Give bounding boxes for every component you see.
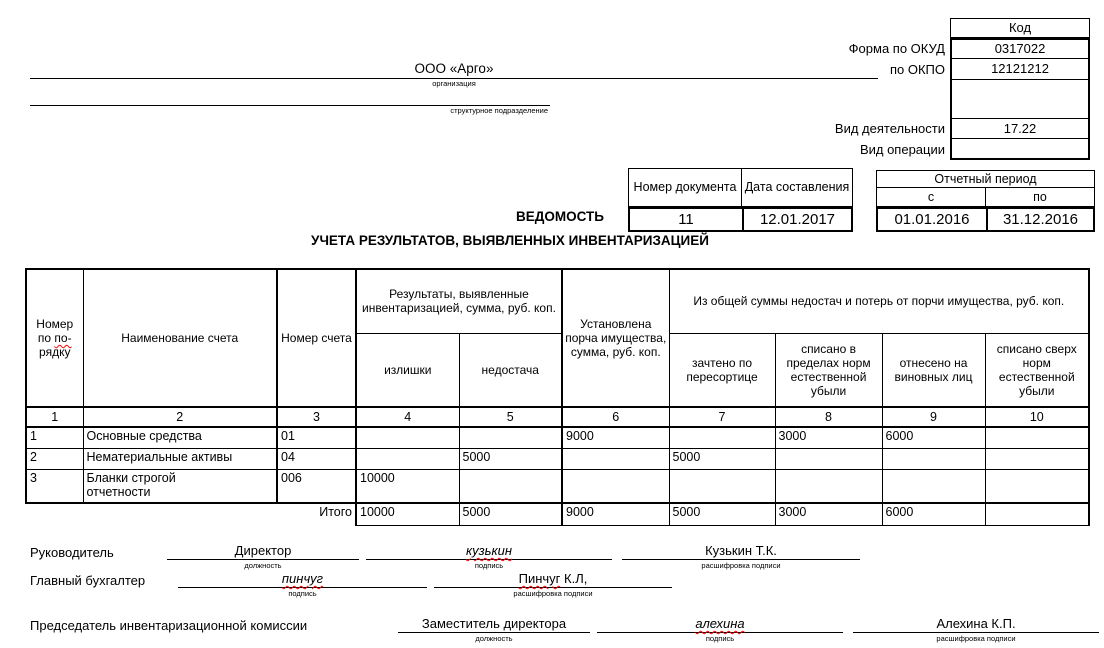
total-row [26, 503, 1089, 525]
table-row [26, 448, 1089, 469]
table-row [26, 469, 1089, 503]
accountant-sign-value: пинчуг [178, 571, 427, 588]
head-role-label: Руководитель [30, 545, 114, 560]
col-number: 9 [882, 407, 985, 427]
cell-within-norms [775, 448, 882, 469]
unit-caption: структурное подразделение [450, 106, 548, 115]
col-number: 10 [985, 407, 1089, 427]
cell-guilty [882, 469, 985, 503]
cell-damage [562, 448, 669, 469]
table-header-row-1 [26, 269, 1089, 333]
cell-guilty: 6000 [882, 427, 985, 448]
cell-name: Основные средства [83, 427, 277, 448]
cell-name: Бланки строгой отчетности [83, 469, 277, 503]
head-sign-value: кузькин [366, 543, 612, 560]
chairman-position-value: Заместитель директора [398, 616, 590, 633]
cell-name: Нематериальные активы [83, 448, 277, 469]
col-header-shortage: недостача [459, 333, 562, 407]
accountant-transcript-surname: Пинчуг [518, 571, 561, 586]
cell-guilty [882, 448, 985, 469]
col-header-account-name: Наименование счета [83, 269, 277, 407]
column-numbers-row [26, 407, 1089, 427]
period-header: Отчетный период [876, 170, 1095, 188]
total-within-norms: 3000 [775, 503, 882, 525]
document-subtitle: УЧЕТА РЕЗУЛЬТАТОВ, ВЫЯВЛЕННЫХ ИНВЕНТАРИЗАЦИЕЙ [311, 233, 709, 248]
table-row [26, 427, 1089, 448]
col-header-damage: Установлена порча имущества, сумма, руб. коп. [562, 269, 669, 407]
doc-number-value: 11 [678, 211, 694, 228]
np-line2a: по [37, 331, 55, 345]
col-number: 8 [775, 407, 882, 427]
head-position-field [167, 543, 359, 570]
cell-surplus: 10000 [356, 469, 459, 503]
total-shortage: 5000 [459, 503, 562, 525]
period-to-value: 31.12.2016 [986, 209, 1093, 230]
transcript-caption: расшифровка подписи [513, 589, 593, 598]
cell-account: 04 [277, 448, 356, 469]
col-header-guilty: отнесено на виновных лиц [882, 333, 985, 407]
code-box [950, 38, 1090, 160]
organization-name: ООО «Арго» [30, 61, 878, 79]
cell-shortage: 5000 [459, 448, 562, 469]
col-number: 4 [356, 407, 459, 427]
results-table [25, 268, 1090, 526]
cell-num: 2 [26, 448, 83, 469]
np-line2b: по- [54, 331, 72, 345]
transcript-caption: расшифровка подписи [701, 561, 781, 570]
okpo-label: по ОКПО [889, 62, 945, 77]
period-box [876, 170, 1095, 232]
okud-value: 0317022 [952, 40, 1088, 59]
cell-damage: 9000 [562, 427, 669, 448]
doc-date-value: 12.01.2017 [742, 209, 851, 230]
cell-within-norms [775, 469, 882, 503]
position-caption: должность [475, 634, 513, 643]
cell-shortage [459, 469, 562, 503]
col-header-account-number: Номер счета [277, 269, 356, 407]
period-from-label: с [876, 188, 986, 207]
cell-over-norms [985, 448, 1089, 469]
code-blank-cell [952, 80, 1088, 119]
chairman-transcript-field [853, 616, 1099, 643]
head-sign-field [366, 543, 612, 570]
doc-number-header: Номер документа [628, 168, 742, 207]
cell-shortage [459, 427, 562, 448]
accountant-transcript-field [434, 571, 672, 598]
np-line1: Номер [36, 317, 74, 331]
cell-surplus [356, 448, 459, 469]
col-number: 6 [562, 407, 669, 427]
unit-block [30, 88, 550, 115]
chairman-transcript-value: Алехина К.П. [853, 616, 1099, 633]
col-header-surplus: излишки [356, 333, 459, 407]
code-box-header: Код [950, 18, 1090, 38]
head-transcript-value: Кузькин Т.К. [622, 543, 860, 560]
organization-block [30, 61, 878, 88]
total-damage: 9000 [562, 503, 669, 525]
accountant-transcript-initials: К.Л, [560, 571, 588, 586]
sign-caption: подпись [288, 589, 317, 598]
col-number: 5 [459, 407, 562, 427]
cell-account: 01 [277, 427, 356, 448]
position-caption: должность [244, 561, 282, 570]
total-surplus: 10000 [356, 503, 459, 525]
activity-label: Вид деятельности [834, 121, 945, 136]
activity-value: 17.22 [952, 119, 1088, 139]
total-label: Итого [319, 505, 352, 519]
sign-caption: подпись [474, 561, 504, 570]
col-number: 2 [83, 407, 277, 427]
cell-offset: 5000 [669, 448, 775, 469]
cell-within-norms: 3000 [775, 427, 882, 448]
operation-label: Вид операции [859, 142, 945, 157]
cell-surplus [356, 427, 459, 448]
total-over-norms [985, 503, 1089, 525]
total-offset: 5000 [669, 503, 775, 525]
organization-caption: организация [432, 79, 476, 88]
cell-account: 006 [277, 469, 356, 503]
period-from-value: 01.01.2016 [894, 211, 970, 228]
col-group-results: Результаты, выявленные инвентаризацией, сумма, руб. коп. [356, 269, 562, 333]
okpo-value: 12121212 [952, 59, 1088, 80]
head-position-value: Директор [167, 543, 359, 560]
operation-value [952, 139, 1088, 158]
col-header-over-norms: списано сверх норм естественной убыли [985, 333, 1089, 407]
period-to-label: по [986, 188, 1095, 207]
sign-caption: подпись [705, 634, 735, 643]
col-group-losses: Из общей суммы недостач и потерь от порчи имущества, руб. коп. [669, 269, 1089, 333]
doc-date-header: Дата составления [742, 168, 853, 207]
accountant-role-label: Главный бухгалтер [30, 573, 146, 588]
chairman-position-field [398, 616, 590, 643]
cell-num: 3 [26, 469, 83, 503]
col-header-within-norms: списано в пределах норм естественной убыли [775, 333, 882, 407]
cell-over-norms [985, 469, 1089, 503]
unit-blank-line [30, 88, 550, 106]
col-number: 7 [669, 407, 775, 427]
col-header-line-number [26, 269, 83, 407]
accountant-transcript-value [434, 571, 672, 588]
transcript-caption: расшифровка подписи [936, 634, 1016, 643]
chairman-sign-value: алехина [597, 616, 843, 633]
cell-offset [669, 469, 775, 503]
col-header-offset: зачтено по пересортице [669, 333, 775, 407]
cell-over-norms [985, 427, 1089, 448]
cell-num: 1 [26, 427, 83, 448]
vedomost-title: ВЕДОМОСТЬ [516, 209, 604, 224]
col-number: 3 [277, 407, 356, 427]
col-number: 1 [26, 407, 83, 427]
head-transcript-field [622, 543, 860, 570]
okud-label: Форма по ОКУД [848, 41, 945, 56]
cell-damage [562, 469, 669, 503]
accountant-sign-field [178, 571, 427, 598]
np-line3: рядку [39, 345, 71, 359]
chairman-role-label: Председатель инвентаризационной комиссии [30, 618, 308, 633]
total-guilty: 6000 [882, 503, 985, 525]
chairman-sign-field [597, 616, 843, 643]
doc-number-box [628, 168, 853, 232]
cell-offset [669, 427, 775, 448]
